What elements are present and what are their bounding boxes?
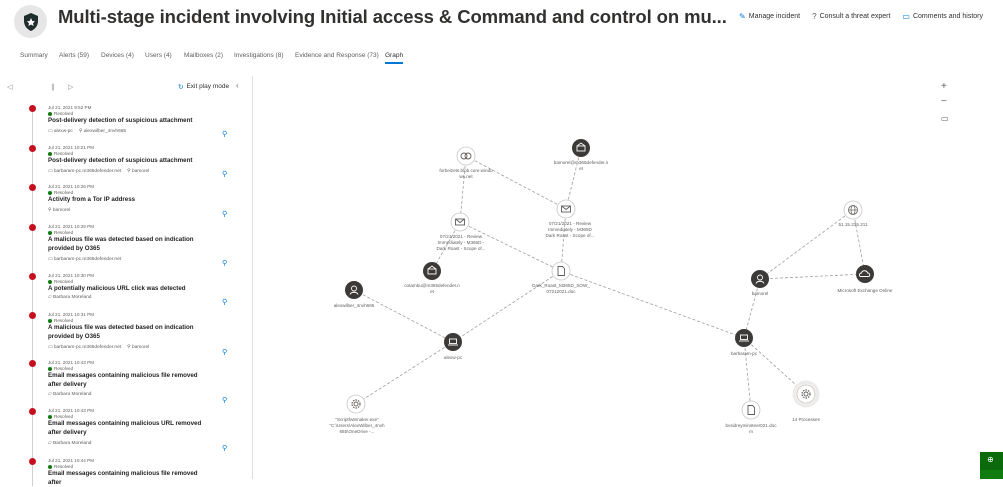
node-label-device-alexw[interactable] xyxy=(444,355,462,361)
file-icon xyxy=(742,401,760,419)
entity-device[interactable] xyxy=(48,345,121,350)
entity-text: barbaram-pc.m365defender.net xyxy=(53,169,122,174)
entity-user[interactable] xyxy=(127,345,149,350)
user-icon xyxy=(751,270,769,288)
node-label-process-script[interactable] xyxy=(329,417,384,435)
alert-time: Jul 21, 2021 10:30 PM xyxy=(48,273,94,278)
resolved-dot-icon xyxy=(48,415,52,419)
resolved-dot-icon xyxy=(48,280,52,284)
file-icon xyxy=(552,262,570,280)
entity-device[interactable] xyxy=(48,257,121,262)
entity-text: barbaram-pc.m365defender.net xyxy=(53,257,122,262)
alert-time: Jul 21, 2021 10:21 PM xyxy=(48,145,94,150)
severity-dot xyxy=(29,360,36,367)
entity-text: Barbara Moreland xyxy=(53,295,92,300)
pin-icon[interactable]: ⚲ xyxy=(222,131,228,138)
entity-text: barbaram-pc.m365defender.net xyxy=(53,345,122,350)
label-line: bamorel@m365defender.n xyxy=(553,160,609,165)
user-icon: ⚲ xyxy=(127,345,131,350)
alert-time: Jul 21, 2021 10:26 PM xyxy=(48,184,94,189)
entity-device[interactable] xyxy=(48,169,121,174)
feedback-icon: ⊕ xyxy=(987,455,994,464)
entity-mailbox[interactable] xyxy=(48,392,91,397)
alerts-timeline-panel xyxy=(0,76,253,486)
entity-user[interactable] xyxy=(48,208,70,213)
laptop-icon xyxy=(444,333,462,351)
alert-title[interactable]: Activity from a Tor IP address xyxy=(48,196,136,203)
alert-status xyxy=(48,279,73,284)
header-actions xyxy=(739,12,983,21)
entity-text: Barbara Moreland xyxy=(53,441,92,446)
resolved-dot-icon xyxy=(48,231,52,235)
alert-title[interactable]: Email messages containing malicious file removed after xyxy=(48,470,198,486)
user-icon: ⚲ xyxy=(127,169,131,174)
entity-text: Barbara Moreland xyxy=(53,392,92,397)
gear-icon xyxy=(347,395,365,413)
label-line: ws.net xyxy=(459,174,473,179)
label-line: 07/21/2021 - Review xyxy=(548,221,592,226)
incident-shield-icon xyxy=(14,5,47,38)
alert-time: Jul 21, 2021 10:43 PM xyxy=(48,360,94,365)
label-line: forbeizets.blob.core.windo xyxy=(439,168,493,173)
severity-dot xyxy=(29,224,36,231)
tab-summary[interactable]: Summary xyxy=(20,52,48,59)
tab-devices[interactable]: Devices (4) xyxy=(101,52,134,59)
resolved-dot-icon xyxy=(48,319,52,323)
alert-entities xyxy=(48,441,91,446)
label-line: bvsidreyminsteer021.doc xyxy=(725,423,777,428)
node-label-email-2[interactable] xyxy=(545,221,594,239)
alert-title[interactable]: A malicious file was detected based on indication provided by O365 xyxy=(48,236,194,252)
label-line: et xyxy=(579,166,583,171)
label-line: bamorel xyxy=(751,291,769,296)
entity-mailbox[interactable] xyxy=(48,295,91,300)
severity-dot xyxy=(29,145,36,152)
node-label-mailbox-cotambu[interactable] xyxy=(404,283,460,295)
alert-title[interactable]: Email messages containing malicious file removed after delivery xyxy=(48,372,198,388)
gear-icon xyxy=(794,382,818,406)
alert-entities xyxy=(48,208,70,213)
link-icon xyxy=(457,147,475,165)
alert-entities xyxy=(48,129,126,134)
alert-status-label: Resolved xyxy=(54,151,74,156)
device-icon: ▭ xyxy=(48,257,53,262)
severity-dot xyxy=(29,105,36,112)
timeline-line xyxy=(32,106,33,486)
cloud-icon xyxy=(856,265,874,283)
label-line: 665\OneDrive -... xyxy=(339,429,375,434)
label-line: "C:\Users\AlexWilber_4nvh xyxy=(329,423,385,428)
tab-investigations[interactable]: Investigations (8) xyxy=(234,52,284,59)
play-toolbar xyxy=(0,76,253,98)
label-line: Microsoft Exchange Online xyxy=(837,288,893,293)
severity-dot xyxy=(29,184,36,191)
label-line: cotambu@m365defender.n xyxy=(404,283,460,288)
severity-dot xyxy=(29,458,36,465)
incident-graph xyxy=(254,76,1003,479)
pin-icon[interactable]: ⚲ xyxy=(222,397,228,404)
node-label-mailbox-bamorel[interactable] xyxy=(554,160,608,172)
user-icon xyxy=(345,281,363,299)
severity-dot xyxy=(29,312,36,319)
entity-text: bamorel xyxy=(131,169,150,174)
manage-incident-label: Manage incident xyxy=(748,13,801,20)
zoom-in-icon[interactable]: + xyxy=(941,81,947,92)
comment-icon: ▭ xyxy=(902,12,910,21)
label-line: Dark Roast - Scope of... xyxy=(545,233,595,238)
alert-status xyxy=(48,230,73,235)
pause-icon[interactable]: ∥ xyxy=(51,84,55,91)
label-line: barbaram-pc xyxy=(730,351,758,356)
entity-text: bamorel xyxy=(131,345,150,350)
alert-entities xyxy=(48,295,91,300)
user-icon: ⚲ xyxy=(78,129,83,134)
entity-user[interactable] xyxy=(127,169,149,174)
alert-entities xyxy=(48,169,149,174)
tab-alerts[interactable]: Alerts (59) xyxy=(59,52,89,59)
device-icon: ▭ xyxy=(48,345,53,350)
resolved-dot-icon xyxy=(48,465,52,469)
alert-title[interactable]: A potentially malicious URL click was detected xyxy=(48,285,186,292)
device-icon: ▭ xyxy=(48,169,53,174)
manage-incident-button[interactable] xyxy=(739,12,800,21)
node-label-file-doc[interactable] xyxy=(532,283,590,295)
label-line: "Scriptfw8maker.exe" xyxy=(335,417,379,422)
node-label-processes[interactable] xyxy=(792,417,820,423)
resolved-dot-icon xyxy=(48,191,52,195)
device-icon: ▭ xyxy=(48,129,53,134)
alert-status-label: Resolved xyxy=(54,279,74,284)
page-title: Multi-stage incident involving Initial access & Command and control on mu... xyxy=(58,6,727,27)
alert-status-label: Resolved xyxy=(54,190,74,195)
feedback-button[interactable] xyxy=(980,452,1003,479)
envelope-icon xyxy=(451,213,469,231)
alert-status-label: Resolved xyxy=(54,111,74,116)
label-line: m xyxy=(749,429,753,434)
envelope-icon xyxy=(557,200,575,218)
entity-device[interactable] xyxy=(48,129,73,134)
resolved-dot-icon xyxy=(48,112,52,116)
pencil-icon: ✎ xyxy=(739,12,746,21)
alert-time: Jul 21, 2021 10:43 PM xyxy=(48,408,94,413)
pin-icon[interactable]: ⚲ xyxy=(222,211,228,218)
mailbox-icon: ▱ xyxy=(48,392,52,397)
alert-status-label: Resolved xyxy=(54,414,74,419)
label-line: et xyxy=(430,289,434,294)
label-line: alexwilber_4nvh665 xyxy=(333,303,375,308)
mailbox-icon xyxy=(423,262,441,280)
alert-status xyxy=(48,151,73,156)
entity-text: bamorel xyxy=(52,208,71,213)
label-line: Immediately - M365D xyxy=(548,227,592,232)
entity-mailbox[interactable] xyxy=(48,441,91,446)
label-line: 51.15.235.211 xyxy=(838,222,868,227)
label-line: Immediately - M365D - xyxy=(437,240,485,245)
mailbox-icon: ▱ xyxy=(48,441,52,446)
alert-time: Jul 21, 2021 10:29 PM xyxy=(48,224,94,229)
alert-entities xyxy=(48,392,91,397)
resolved-dot-icon xyxy=(48,152,52,156)
node-label-exchange[interactable] xyxy=(838,288,893,294)
node-label-blob[interactable] xyxy=(439,168,492,180)
alert-status-label: Resolved xyxy=(54,366,74,371)
alert-status xyxy=(48,318,73,323)
exit-play-mode-label: Exit play mode xyxy=(186,83,230,90)
entity-text: alexw-pc xyxy=(53,129,73,134)
collapse-panel-icon[interactable]: ‹ xyxy=(236,81,239,90)
user-icon: ⚲ xyxy=(48,208,52,213)
consult-threat-expert-label: Consult a threat expert xyxy=(819,13,891,20)
alert-status xyxy=(48,111,73,116)
mailbox-icon: ▱ xyxy=(48,295,52,300)
pin-icon[interactable]: ⚲ xyxy=(222,299,228,306)
alert-time: Jul 21, 2021 9:52 PM xyxy=(48,105,92,110)
alert-status-label: Resolved xyxy=(54,318,74,323)
node-label-file-barbaram[interactable] xyxy=(725,423,776,435)
zoom-out-icon[interactable]: − xyxy=(941,96,947,107)
alert-title[interactable]: Post-delivery detection of suspicious attachment xyxy=(48,117,193,124)
alert-status xyxy=(48,366,73,371)
step-forward-icon[interactable]: ▷ xyxy=(68,84,74,91)
alert-status xyxy=(48,414,73,419)
alert-entities xyxy=(48,345,149,350)
alert-status xyxy=(48,464,73,469)
alert-title[interactable]: Post-delivery detection of suspicious attachment xyxy=(48,157,193,164)
globe-icon xyxy=(844,201,862,219)
pin-icon[interactable]: ⚲ xyxy=(222,260,228,267)
severity-dot xyxy=(29,408,36,415)
label-line: 07212021.doc xyxy=(546,289,576,294)
alert-status-label: Resolved xyxy=(54,230,74,235)
alert-status xyxy=(48,190,73,195)
alert-status-label: Resolved xyxy=(54,464,74,469)
refresh-icon: ↻ xyxy=(178,84,184,91)
node-label-email-1[interactable] xyxy=(436,234,485,252)
tab-evidence-response[interactable]: Evidence and Response (73) xyxy=(295,52,379,59)
node-label-user-bamorel[interactable] xyxy=(752,291,769,297)
pin-icon[interactable]: ⚲ xyxy=(222,171,228,178)
fit-to-screen-icon[interactable]: ▭ xyxy=(941,114,949,123)
label-line: 07/21/2021 - Review xyxy=(439,234,483,239)
node-label-user-alexw[interactable] xyxy=(334,303,375,309)
question-icon: ? xyxy=(812,12,817,21)
entity-user[interactable] xyxy=(79,129,126,134)
node-label-ip[interactable] xyxy=(838,222,867,228)
alert-title[interactable]: A malicious file was detected based on indication provided by O365 xyxy=(48,324,194,340)
exit-play-mode-button[interactable] xyxy=(178,83,229,91)
mailbox-icon xyxy=(572,139,590,157)
tab-users[interactable]: Users (4) xyxy=(145,52,172,59)
alert-time: Jul 21, 2021 10:44 PM xyxy=(48,458,94,463)
comments-history-button[interactable] xyxy=(902,12,983,21)
alert-time: Jul 21, 2021 10:31 PM xyxy=(48,312,94,317)
node-label-device-barbaram[interactable] xyxy=(731,351,757,357)
laptop-icon xyxy=(735,329,753,347)
tab-graph[interactable]: Graph xyxy=(385,52,404,59)
label-line: Dark Roast - Scope of... xyxy=(436,246,486,251)
severity-dot xyxy=(29,273,36,280)
resolved-dot-icon xyxy=(48,367,52,371)
label-line: alexw-pc xyxy=(443,355,463,360)
consult-threat-expert-button[interactable] xyxy=(812,12,890,21)
comments-history-label: Comments and history xyxy=(912,13,983,20)
alert-entities xyxy=(48,257,121,262)
label-line: Dark_Roast_M365D_SOW_ xyxy=(532,283,590,288)
tab-mailboxes[interactable]: Mailboxes (2) xyxy=(184,52,224,59)
pin-icon[interactable]: ⚲ xyxy=(222,349,228,356)
step-back-icon[interactable]: ◁ xyxy=(7,84,13,91)
incident-header xyxy=(0,0,1003,44)
alert-title[interactable]: Email messages containing malicious URL removed after delivery xyxy=(48,420,202,436)
label-line: 14 Processes xyxy=(792,417,820,422)
entity-text: alexwilber_4nvh665 xyxy=(83,129,127,134)
pin-icon[interactable]: ⚲ xyxy=(222,445,228,452)
